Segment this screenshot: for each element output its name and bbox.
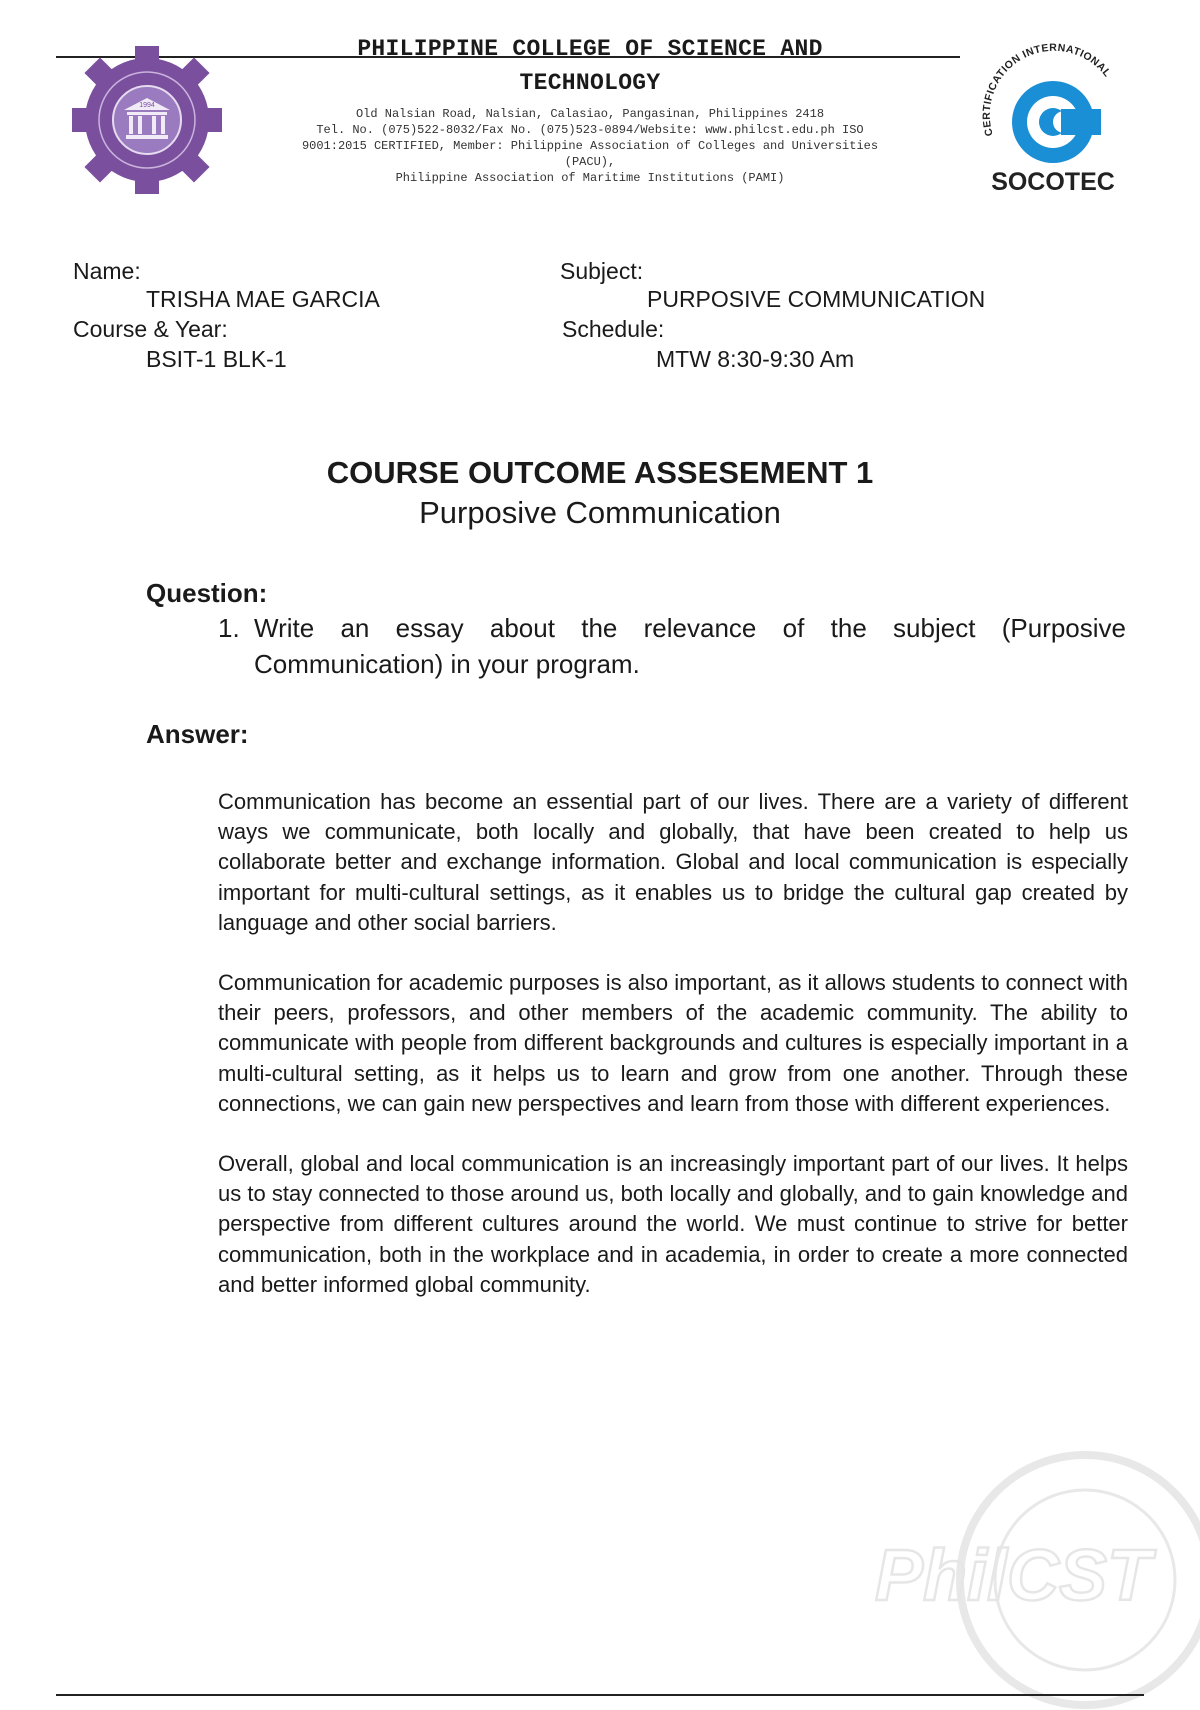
question-item (218, 610, 1126, 682)
footer-rule (56, 1694, 1144, 1696)
document-subtitle: Purposive Communication (419, 495, 781, 530)
svg-text:PhilCST: PhilCST (875, 1536, 1152, 1616)
college-seal-logo (72, 42, 222, 197)
address-line: Old Nalsian Road, Nalsian, Calasiao, Pangasinan, Philippines 2418 (355, 107, 825, 121)
document-title: COURSE OUTCOME ASSESEMENT 1 (326, 455, 874, 490)
institution-header (240, 32, 940, 186)
question-text: Write an essay about the relevance of the subject (Purposive Communication) in your program. (254, 613, 1126, 679)
answer-paragraph: Communication has become an essential part of our lives. There are a variety of different ways we communicate, both locally and globally, that have been created to help us collaborate better and exchange information. Global and local communication is especially important for multi-cultural settings, as it enables us to bridge the cultural gap created by language and other social barriers. (218, 789, 1128, 935)
svg-text:SOCOTEC: SOCOTEC (991, 168, 1115, 196)
answer-paragraph: Communication for academic purposes is also important, as it allows students to connect with their peers, professors, and other members of the academic community. The ability to communicate with people from different backgrounds and cultures is especially important in a multi-cultural setting, as it helps us to learn and grow from one another. Through these connections, we can gain new perspectives and learn from those with different experiences. (218, 970, 1128, 1116)
answer-essay (218, 787, 1128, 1330)
subject-value: PURPOSIVE COMMUNICATION (647, 286, 986, 312)
socotec-certification-logo (965, 35, 1140, 200)
schedule-label: Schedule: (562, 316, 665, 342)
subject-label: Subject: (560, 258, 644, 284)
institution-name-line2: TECHNOLOGY (519, 70, 661, 96)
address-line: Philippine Association of Maritime Institutions (PAMI) (395, 171, 785, 185)
address-line: 9001:2015 CERTIFIED, Member: Philippine Association of Colleges and Universities (301, 139, 879, 153)
course-year-value: BSIT-1 BLK-1 (146, 346, 287, 372)
question-number: 1. (218, 613, 240, 643)
question-heading: Question: (146, 578, 268, 608)
address-line: (PACU), (564, 155, 616, 169)
svg-text:1994: 1994 (139, 102, 155, 109)
name-value: TRISHA MAE GARCIA (146, 286, 380, 312)
answer-paragraph: Overall, global and local communication is an increasingly important part of our lives. It helps us to stay connected to those around us, both locally and globally, and to gain knowledge and perspective from different cultures around the world. We must continue to strive for better communication, both in the workplace and in academia, in order to create a more connected and better informed global community. (218, 1151, 1128, 1297)
course-year-label: Course & Year: (73, 316, 228, 342)
name-label: Name: (73, 258, 141, 284)
schedule-value: MTW 8:30-9:30 Am (656, 346, 855, 372)
institution-address (240, 106, 940, 186)
address-line: Tel. No. (075)522-8032/Fax No. (075)523-0894/Website: www.philcst.edu.ph ISO (316, 123, 864, 137)
answer-heading: Answer: (146, 719, 249, 749)
svg-text:CERTIFICATION INTERNATIONAL: CERTIFICATION INTERNATIONAL (980, 41, 1114, 138)
institution-name-line1: PHILIPPINE COLLEGE OF SCIENCE AND (357, 36, 823, 62)
college-watermark-logo (835, 1410, 1200, 1710)
